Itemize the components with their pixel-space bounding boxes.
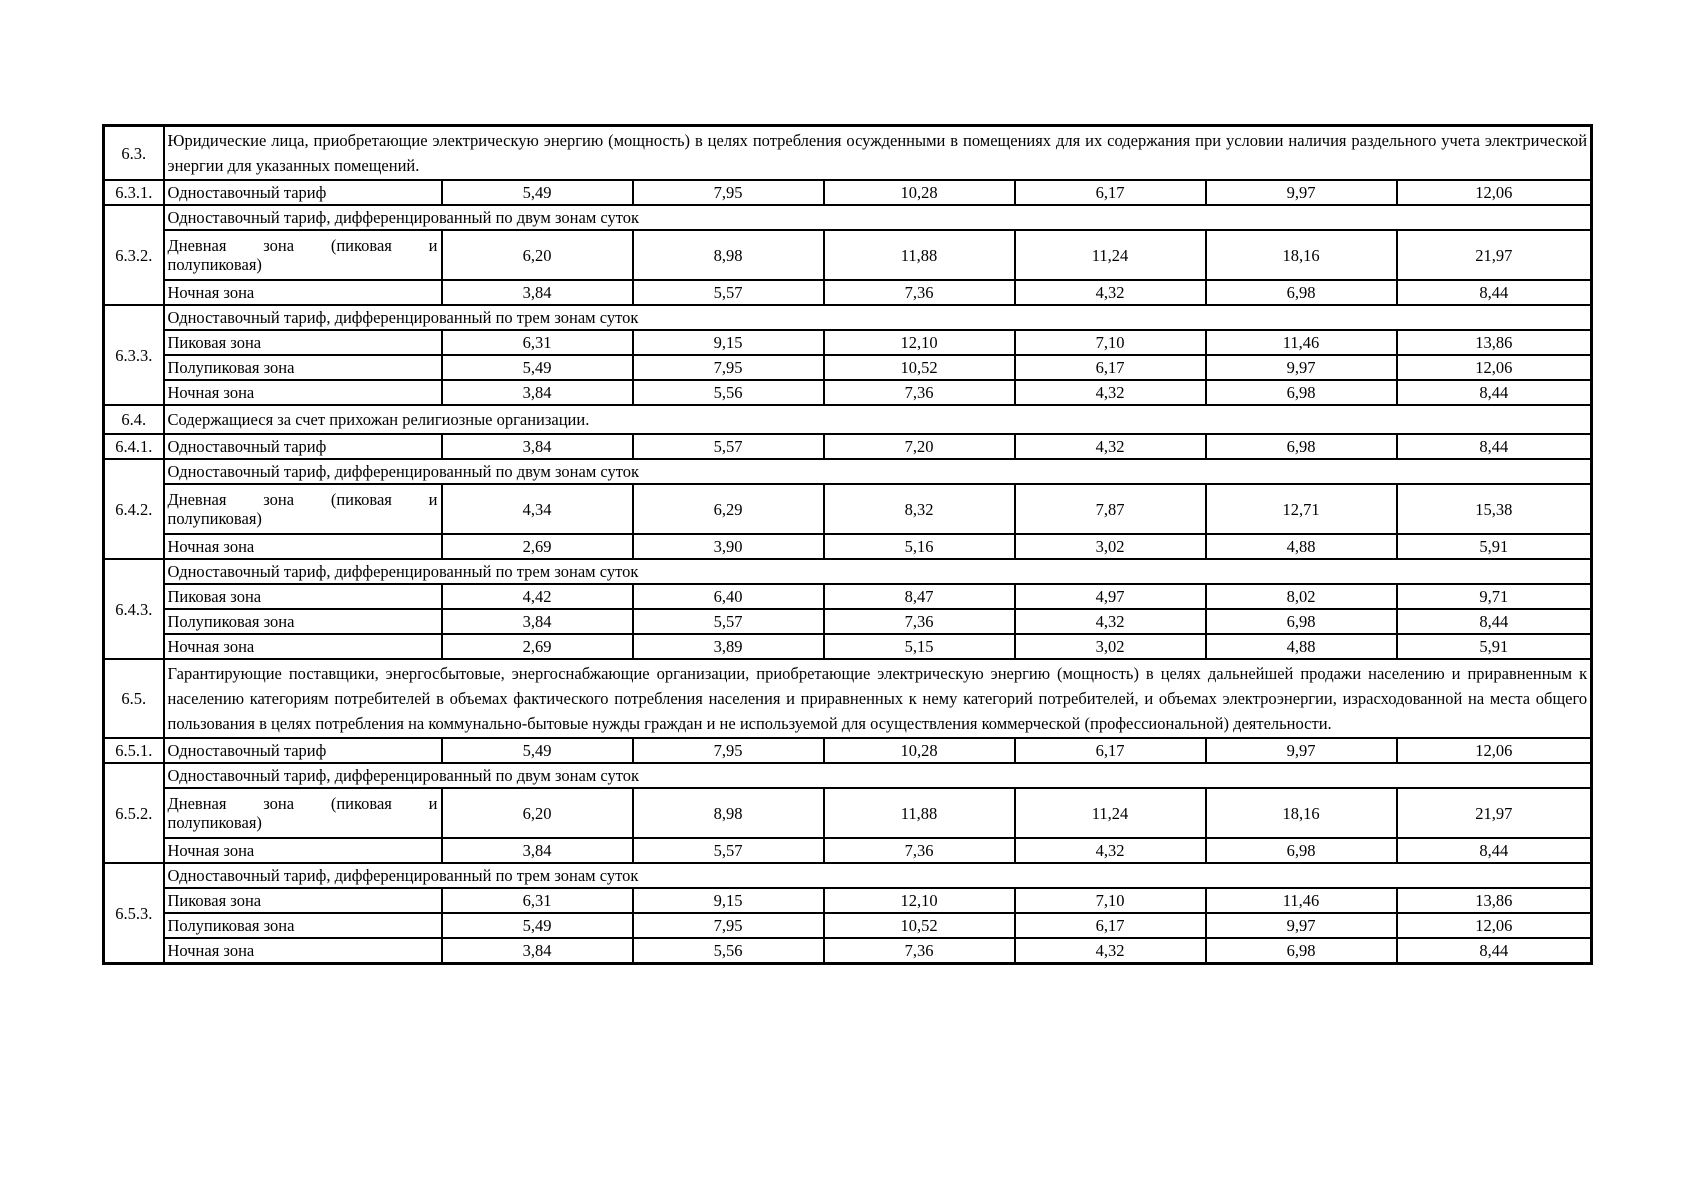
tariff-table-body xyxy=(104,126,1592,964)
tariff-value-cell: 5,49 xyxy=(442,355,633,380)
tariff-value-cell: 7,95 xyxy=(633,913,824,938)
item-number: 6.3.1. xyxy=(104,180,164,205)
tariff-value-cell: 8,98 xyxy=(633,230,824,280)
tariff-value-cell: 6,40 xyxy=(633,584,824,609)
tariff-label-line: полупиковая) xyxy=(167,255,262,274)
tariff-value-cell: 10,52 xyxy=(824,913,1015,938)
tariff-value-cell: 3,89 xyxy=(633,634,824,659)
tariff-value-cell: 5,16 xyxy=(824,534,1015,559)
tariff-value-cell: 4,97 xyxy=(1015,584,1206,609)
tariff-value-cell: 5,49 xyxy=(442,738,633,763)
tariff-value-cell: 4,88 xyxy=(1206,534,1397,559)
tariff-value-cell: 18,16 xyxy=(1206,788,1397,838)
tariff-value-cell: 5,15 xyxy=(824,634,1015,659)
tariff-value-cell: 8,47 xyxy=(824,584,1015,609)
tariff-value-cell: 6,98 xyxy=(1206,838,1397,863)
tariff-value-cell: 7,10 xyxy=(1015,330,1206,355)
tariff-row xyxy=(104,534,1592,559)
tariff-value-cell: 8,32 xyxy=(824,484,1015,534)
tariff-value-cell: 13,86 xyxy=(1397,330,1592,355)
tariff-value-cell: 3,02 xyxy=(1015,634,1206,659)
tariff-value-cell: 12,06 xyxy=(1397,355,1592,380)
tariff-label xyxy=(164,788,442,838)
tariff-value-cell: 7,36 xyxy=(824,280,1015,305)
tariff-value-cell: 4,32 xyxy=(1015,938,1206,964)
tariff-row xyxy=(104,230,1592,280)
tariff-label: Ночная зона xyxy=(164,280,442,305)
tariff-label: Одноставочный тариф xyxy=(164,738,442,763)
item-number: 6.5.2. xyxy=(104,763,164,863)
tariff-value-cell: 4,32 xyxy=(1015,380,1206,405)
tariff-row xyxy=(104,913,1592,938)
tariff-row xyxy=(104,280,1592,305)
tariff-value-cell: 8,98 xyxy=(633,788,824,838)
tariff-value-cell: 6,29 xyxy=(633,484,824,534)
tariff-value-cell: 7,36 xyxy=(824,938,1015,964)
section-description: Гарантирующие поставщики, энергосбытовые, энергоснабжающие организации, приобретающие электрическую энергию (мощность) в целях дальнейшей продажи населению и приравненным к населению категориям потребителей в объемах фактического потребления населения и приравненных к нему категорий потребителей, и объемах электроэнергии, израсходованной на места общего пользования в целях потребления на коммунально-бытовые нужды граждан и не используемой для осуществления коммерческой (профессиональной) деятельности. xyxy=(164,659,1592,738)
tariff-row xyxy=(104,938,1592,964)
tariff-row xyxy=(104,838,1592,863)
subsection-title: Одноставочный тариф, дифференцированный по двум зонам суток xyxy=(164,763,1592,788)
tariff-row xyxy=(104,584,1592,609)
tariff-value-cell: 7,95 xyxy=(633,355,824,380)
tariff-value-cell: 12,06 xyxy=(1397,738,1592,763)
tariff-row xyxy=(104,180,1592,205)
tariff-table xyxy=(102,124,1593,965)
tariff-value-cell: 8,44 xyxy=(1397,380,1592,405)
tariff-row xyxy=(104,788,1592,838)
tariff-value-cell: 18,16 xyxy=(1206,230,1397,280)
tariff-value-cell: 7,36 xyxy=(824,838,1015,863)
subsection-title: Одноставочный тариф, дифференцированный по трем зонам суток xyxy=(164,305,1592,330)
tariff-value-cell: 8,44 xyxy=(1397,838,1592,863)
tariff-value-cell: 6,31 xyxy=(442,888,633,913)
tariff-value-cell: 7,95 xyxy=(633,738,824,763)
tariff-row xyxy=(104,888,1592,913)
tariff-value-cell: 5,91 xyxy=(1397,534,1592,559)
tariff-row xyxy=(104,738,1592,763)
tariff-value-cell: 3,84 xyxy=(442,938,633,964)
tariff-value-cell: 5,57 xyxy=(633,434,824,459)
tariff-label-line: Дневная зона (пиковая и xyxy=(167,490,438,509)
tariff-label xyxy=(164,484,442,534)
tariff-value-cell: 4,88 xyxy=(1206,634,1397,659)
subsection-header-row xyxy=(104,305,1592,330)
tariff-row xyxy=(104,609,1592,634)
tariff-value-cell: 11,46 xyxy=(1206,888,1397,913)
tariff-value-cell: 9,97 xyxy=(1206,180,1397,205)
tariff-label: Пиковая зона xyxy=(164,330,442,355)
tariff-value-cell: 13,86 xyxy=(1397,888,1592,913)
tariff-value-cell: 3,84 xyxy=(442,434,633,459)
tariff-value-cell: 6,31 xyxy=(442,330,633,355)
tariff-value-cell: 8,44 xyxy=(1397,609,1592,634)
tariff-value-cell: 9,71 xyxy=(1397,584,1592,609)
tariff-value-cell: 9,97 xyxy=(1206,355,1397,380)
subsection-header-row xyxy=(104,863,1592,888)
subsection-title: Одноставочный тариф, дифференцированный по трем зонам суток xyxy=(164,559,1592,584)
section-header-row xyxy=(104,126,1592,181)
tariff-value-cell: 7,87 xyxy=(1015,484,1206,534)
tariff-value-cell: 9,15 xyxy=(633,330,824,355)
tariff-value-cell: 11,24 xyxy=(1015,230,1206,280)
tariff-value-cell: 6,20 xyxy=(442,788,633,838)
item-number: 6.5.1. xyxy=(104,738,164,763)
section-number: 6.5. xyxy=(104,659,164,738)
tariff-value-cell: 6,98 xyxy=(1206,609,1397,634)
tariff-label-line: Дневная зона (пиковая и xyxy=(167,236,438,255)
tariff-value-cell: 7,95 xyxy=(633,180,824,205)
tariff-value-cell: 5,57 xyxy=(633,280,824,305)
tariff-value-cell: 6,17 xyxy=(1015,913,1206,938)
tariff-value-cell: 12,06 xyxy=(1397,913,1592,938)
tariff-row xyxy=(104,634,1592,659)
tariff-value-cell: 10,28 xyxy=(824,180,1015,205)
tariff-value-cell: 3,02 xyxy=(1015,534,1206,559)
tariff-value-cell: 8,44 xyxy=(1397,938,1592,964)
tariff-label-line: полупиковая) xyxy=(167,813,262,832)
tariff-value-cell: 3,84 xyxy=(442,380,633,405)
tariff-value-cell: 12,06 xyxy=(1397,180,1592,205)
subsection-header-row xyxy=(104,763,1592,788)
tariff-value-cell: 12,71 xyxy=(1206,484,1397,534)
tariff-value-cell: 2,69 xyxy=(442,634,633,659)
tariff-row xyxy=(104,380,1592,405)
tariff-value-cell: 5,57 xyxy=(633,609,824,634)
item-number: 6.5.3. xyxy=(104,863,164,964)
tariff-label: Ночная зона xyxy=(164,534,442,559)
tariff-value-cell: 4,32 xyxy=(1015,609,1206,634)
tariff-value-cell: 21,97 xyxy=(1397,230,1592,280)
section-header-row xyxy=(104,659,1592,738)
tariff-label: Одноставочный тариф xyxy=(164,434,442,459)
tariff-value-cell: 5,56 xyxy=(633,380,824,405)
tariff-value-cell: 11,88 xyxy=(824,230,1015,280)
tariff-value-cell: 9,97 xyxy=(1206,913,1397,938)
tariff-value-cell: 3,84 xyxy=(442,280,633,305)
tariff-label: Одноставочный тариф xyxy=(164,180,442,205)
tariff-row xyxy=(104,484,1592,534)
tariff-value-cell: 9,15 xyxy=(633,888,824,913)
tariff-value-cell: 4,32 xyxy=(1015,280,1206,305)
tariff-label xyxy=(164,230,442,280)
tariff-label: Пиковая зона xyxy=(164,584,442,609)
tariff-value-cell: 7,20 xyxy=(824,434,1015,459)
subsection-header-row xyxy=(104,205,1592,230)
tariff-label: Полупиковая зона xyxy=(164,913,442,938)
section-header-row xyxy=(104,405,1592,434)
tariff-value-cell: 5,91 xyxy=(1397,634,1592,659)
tariff-value-cell: 10,52 xyxy=(824,355,1015,380)
tariff-value-cell: 6,98 xyxy=(1206,938,1397,964)
tariff-value-cell: 11,88 xyxy=(824,788,1015,838)
item-number: 6.3.3. xyxy=(104,305,164,405)
tariff-label: Ночная зона xyxy=(164,380,442,405)
tariff-value-cell: 6,17 xyxy=(1015,738,1206,763)
tariff-value-cell: 4,34 xyxy=(442,484,633,534)
tariff-value-cell: 7,36 xyxy=(824,609,1015,634)
tariff-value-cell: 4,32 xyxy=(1015,838,1206,863)
item-number: 6.4.1. xyxy=(104,434,164,459)
tariff-label-line: полупиковая) xyxy=(167,509,262,528)
subsection-header-row xyxy=(104,459,1592,484)
tariff-value-cell: 7,10 xyxy=(1015,888,1206,913)
tariff-value-cell: 7,36 xyxy=(824,380,1015,405)
subsection-title: Одноставочный тариф, дифференцированный по двум зонам суток xyxy=(164,459,1592,484)
tariff-value-cell: 6,98 xyxy=(1206,380,1397,405)
tariff-value-cell: 4,42 xyxy=(442,584,633,609)
tariff-label: Полупиковая зона xyxy=(164,355,442,380)
tariff-value-cell: 5,49 xyxy=(442,180,633,205)
tariff-label: Полупиковая зона xyxy=(164,609,442,634)
item-number: 6.4.3. xyxy=(104,559,164,659)
tariff-label: Ночная зона xyxy=(164,634,442,659)
section-description: Содержащиеся за счет прихожан религиозные организации. xyxy=(164,405,1592,434)
tariff-value-cell: 11,24 xyxy=(1015,788,1206,838)
tariff-label-line: Дневная зона (пиковая и xyxy=(167,794,438,813)
tariff-value-cell: 3,84 xyxy=(442,838,633,863)
item-number: 6.3.2. xyxy=(104,205,164,305)
subsection-header-row xyxy=(104,559,1592,584)
section-description: Юридические лица, приобретающие электрическую энергию (мощность) в целях потребления осужденными в помещениях для их содержания при условии наличия раздельного учета электрической энергии для указанных помещений. xyxy=(164,126,1592,181)
tariff-value-cell: 12,10 xyxy=(824,330,1015,355)
tariff-value-cell: 9,97 xyxy=(1206,738,1397,763)
tariff-value-cell: 6,20 xyxy=(442,230,633,280)
tariff-row xyxy=(104,434,1592,459)
tariff-value-cell: 8,44 xyxy=(1397,280,1592,305)
item-number: 6.4.2. xyxy=(104,459,164,559)
tariff-value-cell: 10,28 xyxy=(824,738,1015,763)
tariff-value-cell: 3,84 xyxy=(442,609,633,634)
tariff-value-cell: 5,57 xyxy=(633,838,824,863)
section-number: 6.3. xyxy=(104,126,164,181)
tariff-value-cell: 6,17 xyxy=(1015,180,1206,205)
tariff-value-cell: 4,32 xyxy=(1015,434,1206,459)
tariff-row xyxy=(104,355,1592,380)
tariff-value-cell: 11,46 xyxy=(1206,330,1397,355)
tariff-value-cell: 5,49 xyxy=(442,913,633,938)
tariff-label: Ночная зона xyxy=(164,938,442,964)
tariff-value-cell: 6,98 xyxy=(1206,280,1397,305)
tariff-value-cell: 3,90 xyxy=(633,534,824,559)
tariff-label: Ночная зона xyxy=(164,838,442,863)
subsection-title: Одноставочный тариф, дифференцированный по двум зонам суток xyxy=(164,205,1592,230)
tariff-value-cell: 6,17 xyxy=(1015,355,1206,380)
tariff-value-cell: 2,69 xyxy=(442,534,633,559)
tariff-value-cell: 15,38 xyxy=(1397,484,1592,534)
section-number: 6.4. xyxy=(104,405,164,434)
tariff-label: Пиковая зона xyxy=(164,888,442,913)
tariff-value-cell: 6,98 xyxy=(1206,434,1397,459)
tariff-value-cell: 12,10 xyxy=(824,888,1015,913)
tariff-value-cell: 8,44 xyxy=(1397,434,1592,459)
subsection-title: Одноставочный тариф, дифференцированный по трем зонам суток xyxy=(164,863,1592,888)
tariff-value-cell: 8,02 xyxy=(1206,584,1397,609)
tariff-value-cell: 5,56 xyxy=(633,938,824,964)
tariff-row xyxy=(104,330,1592,355)
tariff-value-cell: 21,97 xyxy=(1397,788,1592,838)
